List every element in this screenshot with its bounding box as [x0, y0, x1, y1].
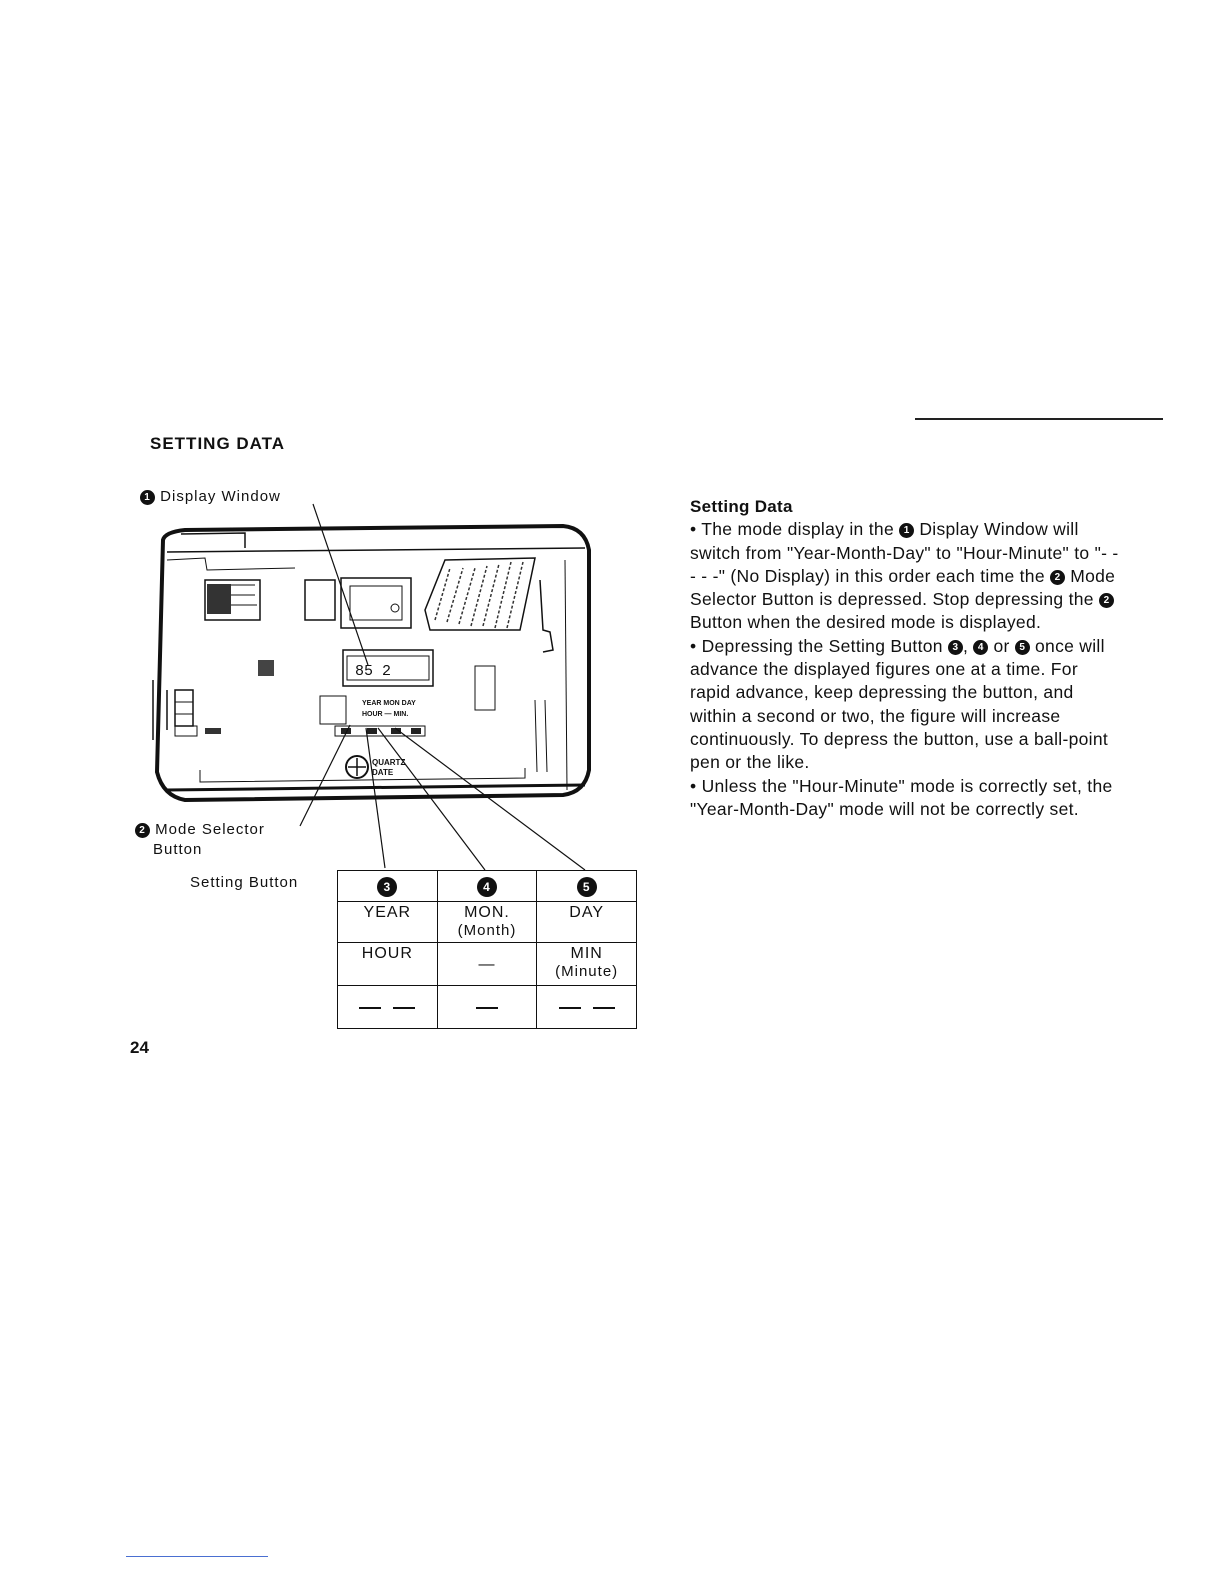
bullet-1-text-b: Display Window will switch from "Year-Month-Day" to "Hour-Minute" to "- - - - -" (No Display) in this order each time the [690, 519, 1119, 586]
date-label: DATE [372, 768, 394, 777]
instructions-text [690, 495, 1120, 821]
bullet-1-text-d: Button when the desired mode is displayed. [690, 612, 1042, 633]
page-heading: SETTING DATA [150, 434, 286, 453]
table-row-no-display [338, 986, 637, 1029]
minute-cell [537, 943, 637, 986]
display-window-label: Display Window [160, 488, 281, 505]
setting-button-label: Setting Button [190, 874, 299, 891]
table-row [338, 943, 637, 986]
table-row [338, 902, 637, 943]
inline-number-4: 4 [973, 640, 988, 655]
day-cell: DAY [537, 902, 637, 943]
month-cell [437, 902, 537, 943]
dash-cell [537, 986, 637, 1029]
month-sublabel: (Month) [457, 922, 517, 939]
inline-number-5: 5 [1015, 640, 1030, 655]
header-number-3: 3 [377, 877, 397, 897]
bullet-setting-button [690, 635, 1120, 775]
year-cell: YEAR [338, 902, 438, 943]
callout-number-2: 2 [135, 823, 150, 838]
bullet-2-text-a: • Depressing the Setting Button [690, 635, 943, 656]
setting-mode-table [337, 870, 637, 1029]
month-label: MON. [464, 904, 510, 921]
dash-cell [338, 986, 438, 1029]
table-header-cell [437, 871, 537, 902]
bullet-mode-display [690, 518, 1120, 634]
table-header-cell [537, 871, 637, 902]
callout-number-1: 1 [140, 490, 155, 505]
quartz-label: QUARTZ [372, 758, 406, 767]
dash-cell [437, 986, 537, 1029]
bottom-rule [126, 1556, 268, 1557]
table-header-row [338, 871, 637, 902]
inline-number-3: 3 [948, 640, 963, 655]
section-title: Setting Data [690, 497, 793, 516]
minute-sublabel: (Minute) [555, 963, 619, 980]
minute-label: MIN [570, 945, 603, 962]
bullet-1-text-c: Mode Selector Button is depressed. Stop depressing the [690, 565, 1116, 610]
table-header-cell [338, 871, 438, 902]
bullet-2-text-b: once will advance the displayed figures one at a time. For rapid advance, keep depressing the button, and within a second or two, the figure will increase continuously. To depress the button, use a ball-point pen or the like. [690, 635, 1109, 773]
camera-mode-labels-top: YEAR MON DAY [362, 700, 416, 707]
bullet-2-or: or [993, 635, 1010, 656]
lcd-readout: 85 2 [355, 663, 392, 680]
mode-selector-label-2: Button [153, 841, 203, 858]
inline-number-1: 1 [899, 523, 914, 538]
separator-cell: — [437, 943, 537, 986]
inline-number-2b: 2 [1099, 593, 1114, 608]
inline-number-2: 2 [1050, 570, 1065, 585]
bullet-2-comma: , [962, 635, 969, 656]
header-number-5: 5 [577, 877, 597, 897]
header-number-4: 4 [477, 877, 497, 897]
page-number: 24 [130, 1038, 149, 1057]
mode-selector-label: Mode Selector [155, 821, 265, 838]
bullet-1-text-a: • The mode display in the [690, 519, 894, 540]
bullet-hour-minute: • Unless the "Hour-Minute" mode is correctly set, the "Year-Month-Day" mode will not be correctly set. [690, 775, 1113, 819]
hour-cell: HOUR [338, 943, 438, 986]
camera-mode-labels-bottom: HOUR — MIN. [362, 711, 409, 718]
